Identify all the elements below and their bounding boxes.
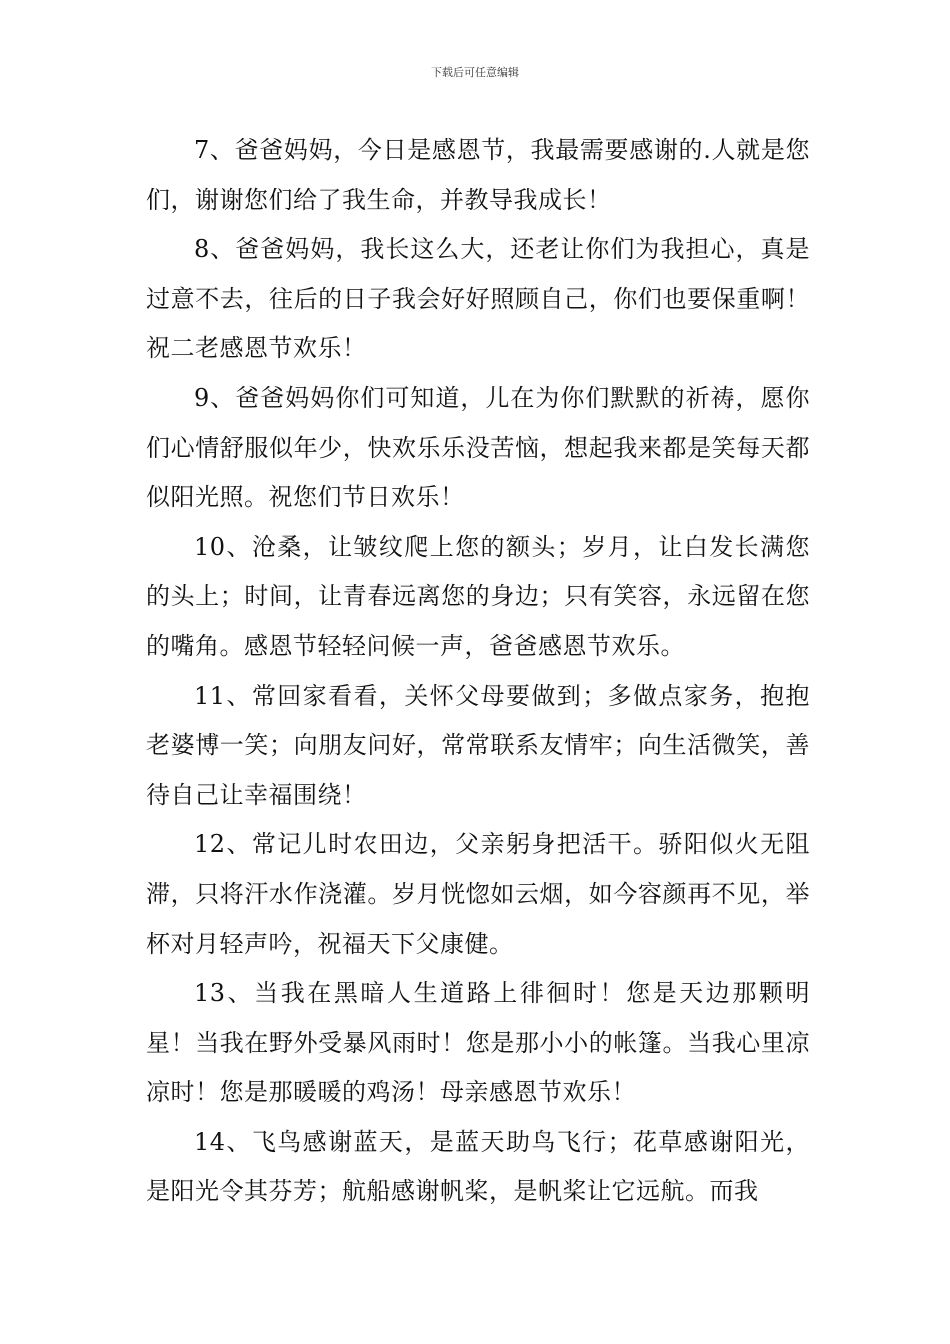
paragraph-11: 11、常回家看看，关怀父母要做到；多做点家务，抱抱老婆博一笑；向朋友问好，常常联系友情牢；向生活微笑，善待自己让幸福围绕！ <box>146 681 810 809</box>
paragraph-9: 9、爸爸妈妈你们可知道，儿在为你们默默的祈祷，愿你们心情舒服似年少，快欢乐乐没苦恼，想起我来都是笑每天都似阳光照。祝您们节日欢乐！ <box>146 383 810 512</box>
paragraph-14: 14、飞鸟感谢蓝天，是蓝天助鸟飞行；花草感谢阳光，是阳光令其芬芳；航船感谢帆桨，是帆桨让它远航。而我 <box>146 1127 810 1206</box>
document-body <box>146 126 810 1217</box>
paragraph-13: 13、当我在黑暗人生道路上徘徊时！您是天边那颗明星！当我在野外受暴风雨时！您是那小小的帐篷。当我心里凉凉时！您是那暖暖的鸡汤！母亲感恩节欢乐！ <box>146 979 810 1107</box>
paragraph-8: 8、爸爸妈妈，我长这么大，还老让你们为我担心，真是过意不去，往后的日子我会好好照顾自己，你们也要保重啊！祝二老感恩节欢乐！ <box>146 235 810 363</box>
paragraph-10: 10、沧桑，让皱纹爬上您的额头；岁月，让白发长满您的头上；时间，让青春远离您的身边；只有笑容，永远留在您的嘴角。感恩节轻轻问候一声，爸爸感恩节欢乐。 <box>146 532 810 660</box>
page-header: 下载后可任意编辑 <box>431 66 519 79</box>
paragraph-7: 7、爸爸妈妈，今日是感恩节，我最需要感谢的.人就是您们，谢谢您们给了我生命，并教导我成长！ <box>146 136 810 214</box>
paragraph-12: 12、常记儿时农田边，父亲躬身把活干。骄阳似火无阻滞，只将汗水作浇灌。岁月恍惚如云烟，如今容颜再不见，举杯对月轻声吟，祝福天下父康健。 <box>146 830 810 958</box>
